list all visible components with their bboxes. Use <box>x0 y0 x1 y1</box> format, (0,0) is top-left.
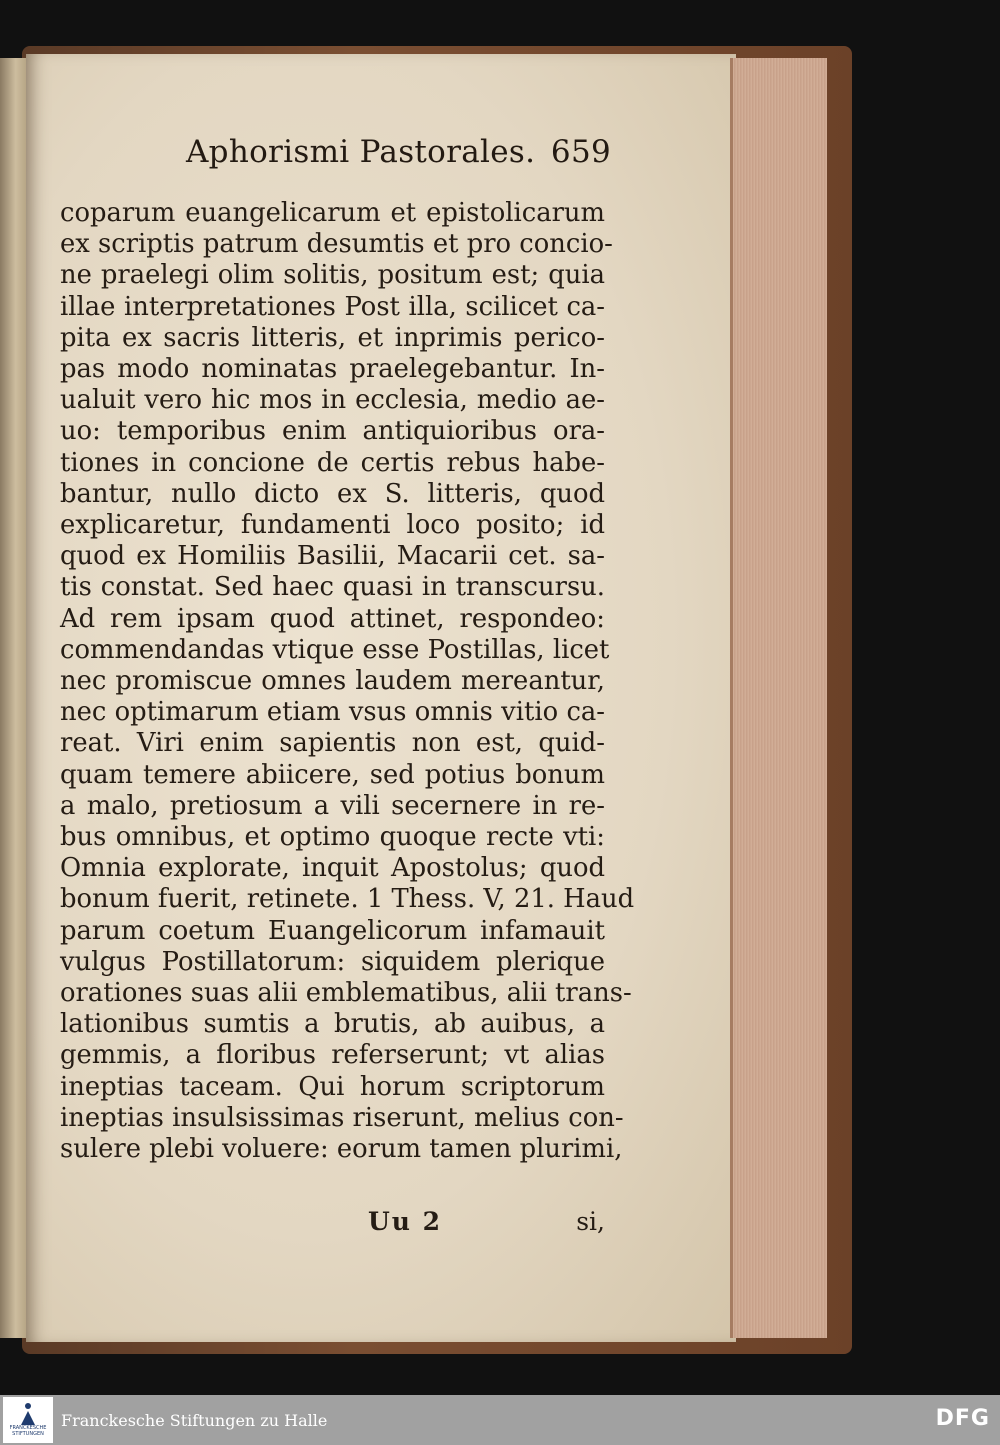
text-line: parum coetum Euangelicorum infamauit <box>60 915 605 946</box>
text-line: commendandas vtique esse Postillas, licet <box>60 634 610 665</box>
catchword: si, <box>576 1207 605 1236</box>
text-line: quod ex Homiliis Basilii, Macarii cet. sa- <box>60 541 605 572</box>
text-line: uo: temporibus enim antiquioribus ora- <box>60 416 605 447</box>
footer-bar <box>0 1395 1000 1445</box>
text-line: sulere plebi voluere: eorum tamen plurimi, <box>60 1134 623 1165</box>
text-line: ex scriptis patrum desumtis et pro concio- <box>60 229 613 260</box>
text-line: reat. Viri enim sapientis non est, quid- <box>60 728 605 759</box>
left-page-edge <box>0 58 28 1338</box>
text-line: illae interpretationes Post illa, scilicet ca- <box>60 291 605 322</box>
dfg-logo[interactable]: DFG <box>935 1406 990 1431</box>
body-text <box>60 198 635 1165</box>
text-line: Omnia explorate, inquit Apostolus; quod <box>60 853 605 884</box>
text-line: lationibus sumtis a brutis, ab auibus, a <box>60 1009 605 1040</box>
logo-text: FRANCKESCHE STIFTUNGEN <box>9 1425 47 1437</box>
text-line: quam temere abiicere, sed potius bonum <box>60 759 605 790</box>
francke-emblem-icon <box>19 1403 37 1425</box>
signature-mark: Uu 2 <box>368 1207 443 1236</box>
text-line: a malo, pretiosum a vili secernere in re- <box>60 790 605 821</box>
text-line: nec promiscue omnes laudem mereantur, <box>60 666 605 697</box>
text-line: tiones in concione de certis rebus habe- <box>60 447 605 478</box>
text-line: tis constat. Sed haec quasi in transcursu. <box>60 572 605 603</box>
running-head: Aphorismi Pastorales. <box>186 134 536 170</box>
text-line: nec optimarum etiam vsus omnis vitio ca- <box>60 697 605 728</box>
text-line: gemmis, a floribus referserunt; vt alias <box>60 1040 605 1071</box>
page-edges <box>730 58 827 1338</box>
text-line: ineptias insulsissimas riserunt, melius con- <box>60 1102 624 1133</box>
text-line: vulgus Postillatorum: siquidem plerique <box>60 946 605 977</box>
text-line: coparum euangelicarum et epistolicarum <box>60 198 605 228</box>
text-line: orationes suas alii emblematibus, alii trans- <box>60 978 632 1009</box>
page-header <box>186 134 611 178</box>
text-line: bonum fuerit, retinete. 1 Thess. V, 21. Haud <box>60 884 635 915</box>
text-line: bantur, nullo dicto ex S. litteris, quod <box>60 478 605 509</box>
text-line: bus omnibus, et optimo quoque recte vti: <box>60 822 605 853</box>
text-line: pas modo nominatas praelegebantur. In- <box>60 354 605 385</box>
text-line: ualuit vero hic mos in ecclesia, medio ae- <box>60 385 605 416</box>
text-line: ineptias taceam. Qui horum scriptorum <box>60 1071 605 1102</box>
page-number: 659 <box>550 134 611 170</box>
text-line: ne praelegi olim solitis, positum est; quia <box>60 260 605 291</box>
institution-name: Franckesche Stiftungen zu Halle <box>61 1410 328 1430</box>
text-line: pita ex sacris litteris, et inprimis perico- <box>60 322 605 353</box>
text-line: Ad rem ipsam quod attinet, respondeo: <box>60 603 605 634</box>
signature-line <box>60 1207 605 1241</box>
text-line: explicaretur, fundamenti loco posito; id <box>60 510 605 541</box>
francke-logo[interactable] <box>3 1397 53 1443</box>
